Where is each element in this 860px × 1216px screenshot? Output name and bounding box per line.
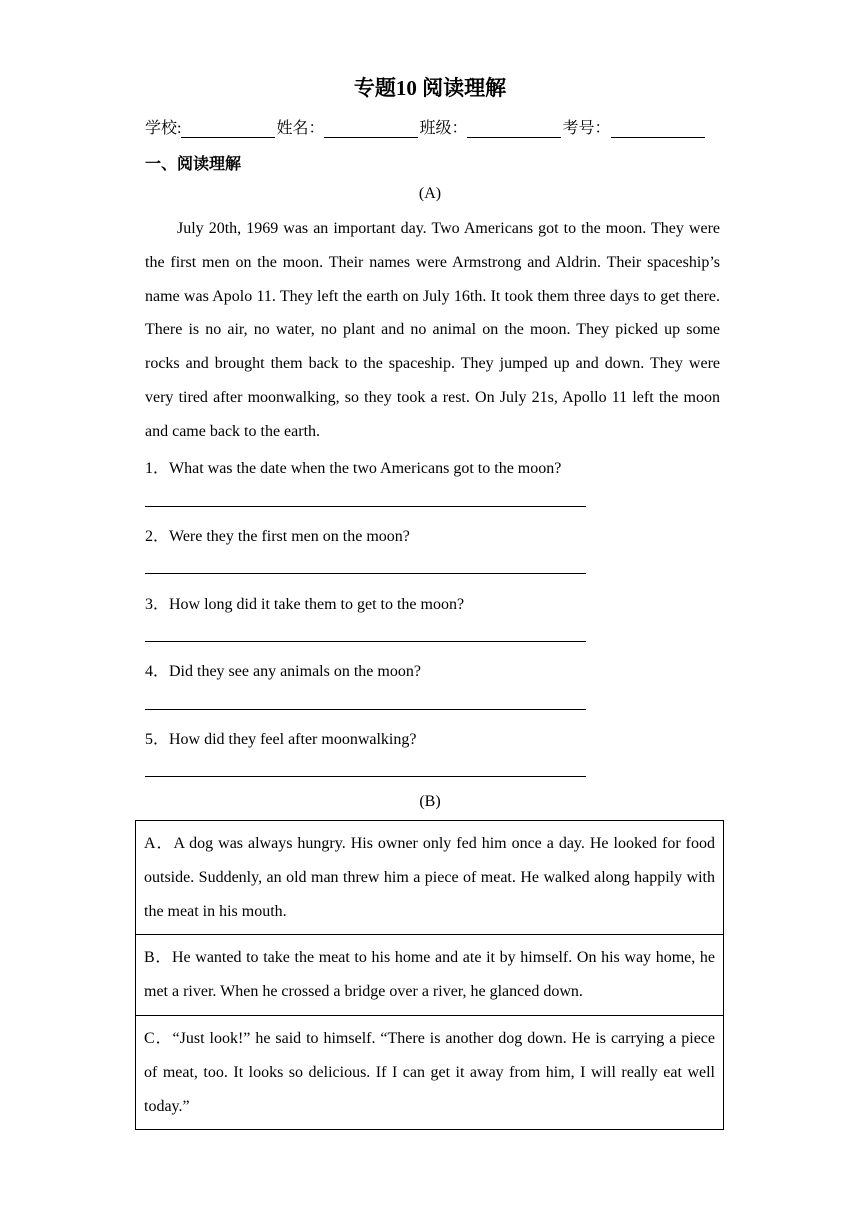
name-blank[interactable] xyxy=(324,119,418,138)
table-row xyxy=(136,1015,724,1129)
passage-b-table xyxy=(135,820,724,1130)
answer-line-1[interactable] xyxy=(145,506,586,507)
answer-line-5[interactable] xyxy=(145,776,586,777)
class-blank[interactable] xyxy=(467,119,561,138)
passage-b-paragraph-c: C．“Just look!” he said to himself. “There is another dog down. He is carrying a piece of meat, too. It looks so delicious. If I can get it away from him, I will really eat well today.” xyxy=(136,1015,724,1129)
question-2: 2．Were they the first men on the moon? xyxy=(145,528,410,545)
exam-number-label: 考号： xyxy=(562,120,611,137)
passage-b-label: (B) xyxy=(419,793,441,810)
question-1: 1．What was the date when the two Americans got to the moon? xyxy=(145,460,562,477)
table-row xyxy=(136,821,724,935)
passage-b-paragraph-b: B．He wanted to take the meat to his home and ate it by himself. On his way home, he met a river. When he crossed a bridge over a river, he glanced down. xyxy=(136,935,724,1016)
passage-a-text: July 20th, 1969 was an important day. Two Americans got to the moon. They were the first men on the moon. Their names were Armstrong and Aldrin. Their spaceship’s name was Apolo 11. They left the earth on July 16th. It took them three days to get there. There is no air, no water, no plant and no animal on the moon. They picked up some rocks and brought them back to the spaceship. They jumped up and down. They were very tired after moonwalking, so they took a rest. On July 21s, Apollo 11 left the moon and came back to the earth. xyxy=(145,220,720,440)
answer-line-3[interactable] xyxy=(145,641,586,642)
question-5: 5．How did they feel after moonwalking? xyxy=(145,731,417,748)
name-label: 姓名： xyxy=(276,120,325,137)
page-title: 专题10 阅读理解 xyxy=(353,76,507,100)
answer-line-4[interactable] xyxy=(145,709,586,710)
passage-b-paragraph-a: A．A dog was always hungry. His owner only fed him once a day. He looked for food outside. Suddenly, an old man threw him a piece of meat. He walked along happily with the meat in his mouth. xyxy=(136,821,724,935)
exam-number-blank[interactable] xyxy=(611,119,705,138)
student-info-line xyxy=(145,115,720,138)
school-label: 学校: xyxy=(145,120,182,137)
class-label: 班级： xyxy=(419,120,468,137)
passage-a-label: (A) xyxy=(418,185,442,202)
question-3: 3．How long did it take them to get to the moon? xyxy=(145,596,465,613)
section-heading: 一、阅读理解 xyxy=(145,156,242,173)
table-row xyxy=(136,935,724,1016)
school-blank[interactable] xyxy=(181,119,275,138)
answer-line-2[interactable] xyxy=(145,573,586,574)
question-4: 4．Did they see any animals on the moon? xyxy=(145,663,421,680)
